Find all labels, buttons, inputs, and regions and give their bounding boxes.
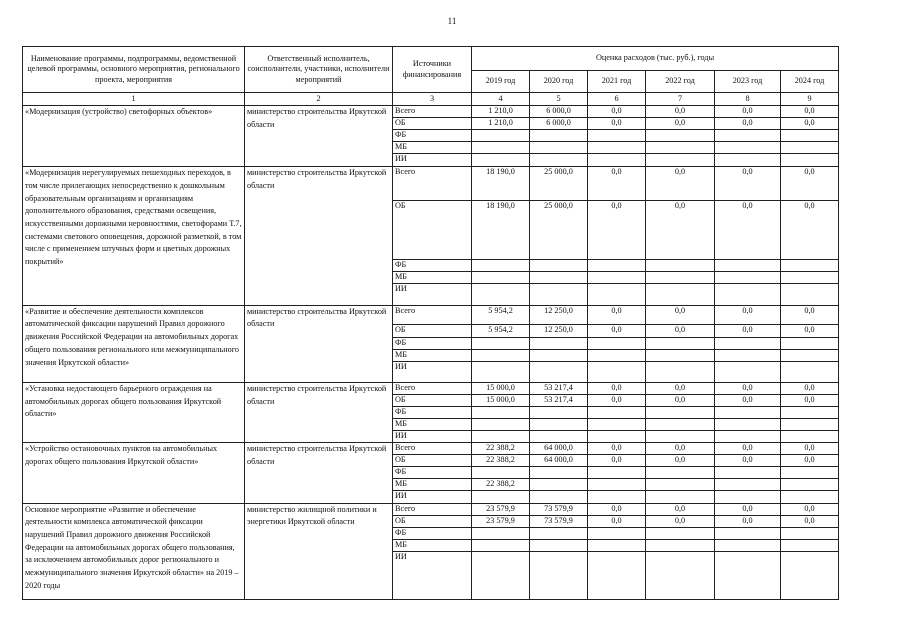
header-year: 2020 год	[530, 71, 588, 93]
cost-value: 53 217,4	[530, 395, 588, 407]
cost-value: 0,0	[646, 383, 715, 395]
cost-value: 0,0	[781, 443, 839, 455]
column-number: 9	[781, 93, 839, 106]
cost-value	[530, 142, 588, 154]
cost-value: 73 579,9	[530, 503, 588, 515]
cost-value	[472, 419, 530, 431]
column-number: 2	[245, 93, 393, 106]
cost-value: 0,0	[715, 305, 781, 324]
budget-row	[23, 305, 839, 324]
cost-value	[646, 431, 715, 443]
cost-value	[588, 431, 646, 443]
funding-source: ИИ	[393, 551, 472, 599]
cost-value	[715, 337, 781, 349]
cost-value: 23 579,9	[472, 503, 530, 515]
cost-value: 0,0	[781, 455, 839, 467]
cost-value	[530, 431, 588, 443]
cost-value: 64 000,0	[530, 455, 588, 467]
cost-value: 22 388,2	[472, 455, 530, 467]
cost-value: 6 000,0	[530, 106, 588, 118]
cost-value: 0,0	[646, 118, 715, 130]
cost-value: 15 000,0	[472, 395, 530, 407]
cost-value	[646, 337, 715, 349]
funding-source: ФБ	[393, 130, 472, 142]
funding-source: ФБ	[393, 527, 472, 539]
column-number: 5	[530, 93, 588, 106]
cost-value	[715, 130, 781, 142]
cost-value: 1 210,0	[472, 118, 530, 130]
cost-value	[781, 539, 839, 551]
cost-value	[646, 154, 715, 167]
cost-value: 0,0	[588, 515, 646, 527]
cost-value: 0,0	[781, 503, 839, 515]
cost-value	[472, 349, 530, 361]
cost-value	[646, 467, 715, 479]
cost-value: 0,0	[715, 383, 781, 395]
cost-value	[472, 361, 530, 382]
cost-value: 25 000,0	[530, 167, 588, 201]
header-year: 2019 год	[472, 71, 530, 93]
cost-value: 18 190,0	[472, 201, 530, 259]
cost-value	[588, 479, 646, 491]
cost-value	[646, 479, 715, 491]
executor: министерство строительства Иркутской области	[245, 443, 393, 503]
cost-value	[472, 271, 530, 283]
cost-value	[530, 419, 588, 431]
cost-value: 22 388,2	[472, 479, 530, 491]
cost-value: 0,0	[646, 515, 715, 527]
cost-value	[781, 361, 839, 382]
cost-value	[781, 407, 839, 419]
funding-source: МБ	[393, 349, 472, 361]
cost-value	[472, 467, 530, 479]
funding-source: ФБ	[393, 467, 472, 479]
cost-value	[472, 491, 530, 503]
cost-value	[530, 539, 588, 551]
funding-source: Всего	[393, 106, 472, 118]
funding-source: МБ	[393, 539, 472, 551]
measure-name: Основное мероприятие «Развитие и обеспечение деятельности комплекса автоматической фиксации нарушений Правил дорожного движения Российской Федерации на автомобильных дорогах общего пользования, за исключением автомобильных дорог регионального и межмуниципального значения Иркутской области» на 2019 – 2020 годы	[23, 503, 245, 599]
cost-value	[588, 130, 646, 142]
cost-value	[588, 283, 646, 305]
cost-value: 23 579,9	[472, 515, 530, 527]
cost-value	[646, 407, 715, 419]
cost-value	[530, 491, 588, 503]
cost-value: 0,0	[588, 395, 646, 407]
funding-source: Всего	[393, 503, 472, 515]
funding-source: ОБ	[393, 201, 472, 259]
cost-value: 18 190,0	[472, 167, 530, 201]
cost-value: 12 250,0	[530, 324, 588, 337]
cost-value	[530, 154, 588, 167]
cost-value	[781, 337, 839, 349]
cost-value: 0,0	[646, 201, 715, 259]
funding-source: МБ	[393, 271, 472, 283]
cost-value	[715, 431, 781, 443]
executor: министерство жилищной политики и энергетики Иркутской области	[245, 503, 393, 599]
column-number: 1	[23, 93, 245, 106]
cost-value: 0,0	[781, 324, 839, 337]
cost-value	[715, 283, 781, 305]
budget-row	[23, 167, 839, 201]
cost-value: 6 000,0	[530, 118, 588, 130]
measure-name: «Модернизация нерегулируемых пешеходных переходов, в том числе прилегающих непосредственно к дошкольным образовательным организациям и организациям дополнительного образования, средствами освещения, искусственными дорожными неровностями, светофорами Т.7, системами светового оповещения, дорожной разметкой, в том числе с применением штучных форм и цветных дорожных покрытий»	[23, 167, 245, 306]
cost-value	[646, 349, 715, 361]
cost-value	[588, 259, 646, 271]
cost-value	[646, 142, 715, 154]
cost-value: 0,0	[715, 201, 781, 259]
cost-value	[588, 527, 646, 539]
cost-value	[588, 467, 646, 479]
funding-source: ФБ	[393, 337, 472, 349]
cost-value	[472, 527, 530, 539]
cost-value: 0,0	[781, 201, 839, 259]
cost-value	[715, 361, 781, 382]
page-number: 11	[447, 16, 457, 26]
funding-source: ИИ	[393, 154, 472, 167]
cost-value	[588, 407, 646, 419]
cost-value	[472, 407, 530, 419]
cost-value: 73 579,9	[530, 515, 588, 527]
cost-value	[715, 527, 781, 539]
cost-value	[715, 479, 781, 491]
budget-row	[23, 106, 839, 118]
cost-value	[530, 551, 588, 599]
cost-value	[646, 271, 715, 283]
cost-value: 0,0	[646, 324, 715, 337]
cost-value	[472, 130, 530, 142]
cost-value	[781, 491, 839, 503]
cost-value: 0,0	[715, 167, 781, 201]
cost-value: 0,0	[715, 443, 781, 455]
cost-value	[588, 551, 646, 599]
cost-value	[530, 479, 588, 491]
cost-value: 53 217,4	[530, 383, 588, 395]
cost-value	[715, 467, 781, 479]
funding-source: МБ	[393, 479, 472, 491]
budget-table	[22, 46, 839, 600]
cost-value	[646, 361, 715, 382]
cost-value	[781, 467, 839, 479]
cost-value: 0,0	[588, 118, 646, 130]
executor: министерство строительства Иркутской области	[245, 167, 393, 306]
cost-value: 0,0	[715, 118, 781, 130]
cost-value	[781, 259, 839, 271]
cost-value	[588, 142, 646, 154]
cost-value	[715, 154, 781, 167]
cost-value: 64 000,0	[530, 443, 588, 455]
budget-row	[23, 503, 839, 515]
cost-value: 0,0	[646, 106, 715, 118]
cost-value: 0,0	[588, 455, 646, 467]
cost-value	[781, 283, 839, 305]
cost-value: 0,0	[781, 167, 839, 201]
cost-value	[715, 259, 781, 271]
funding-source: ОБ	[393, 118, 472, 130]
cost-value: 0,0	[781, 383, 839, 395]
cost-value	[781, 349, 839, 361]
executor: министерство строительства Иркутской области	[245, 106, 393, 167]
cost-value	[588, 337, 646, 349]
funding-source: ОБ	[393, 324, 472, 337]
cost-value: 0,0	[781, 395, 839, 407]
cost-value: 0,0	[781, 106, 839, 118]
cost-value	[472, 539, 530, 551]
cost-value	[715, 142, 781, 154]
cost-value	[530, 361, 588, 382]
column-number: 4	[472, 93, 530, 106]
header-cost: Оценка расходов (тыс. руб.), годы	[472, 47, 839, 71]
cost-value	[781, 271, 839, 283]
cost-value: 0,0	[715, 106, 781, 118]
cost-value	[588, 271, 646, 283]
funding-source: ИИ	[393, 431, 472, 443]
executor: министерство строительства Иркутской области	[245, 305, 393, 382]
cost-value	[646, 283, 715, 305]
funding-source: ОБ	[393, 395, 472, 407]
header-year: 2021 год	[588, 71, 646, 93]
cost-value	[781, 142, 839, 154]
cost-value: 0,0	[588, 383, 646, 395]
cost-value	[588, 419, 646, 431]
cost-value	[530, 271, 588, 283]
cost-value	[646, 491, 715, 503]
funding-source: ИИ	[393, 491, 472, 503]
cost-value: 0,0	[588, 305, 646, 324]
cost-value	[646, 551, 715, 599]
cost-value: 0,0	[588, 106, 646, 118]
cost-value	[781, 431, 839, 443]
cost-value: 0,0	[715, 455, 781, 467]
cost-value: 0,0	[715, 395, 781, 407]
cost-value: 5 954,2	[472, 324, 530, 337]
column-number: 7	[646, 93, 715, 106]
measure-name: «Установка недостающего барьерного ограждения на автомобильных дорогах общего пользования Иркутской области»	[23, 383, 245, 443]
cost-value	[472, 142, 530, 154]
cost-value	[530, 130, 588, 142]
cost-value	[781, 479, 839, 491]
cost-value: 0,0	[646, 395, 715, 407]
cost-value	[472, 431, 530, 443]
cost-value	[472, 283, 530, 305]
funding-source: Всего	[393, 167, 472, 201]
cost-value: 12 250,0	[530, 305, 588, 324]
funding-source: ИИ	[393, 283, 472, 305]
cost-value: 1 210,0	[472, 106, 530, 118]
cost-value: 0,0	[588, 503, 646, 515]
cost-value	[646, 259, 715, 271]
funding-source: Всего	[393, 443, 472, 455]
funding-source: Всего	[393, 383, 472, 395]
cost-value: 0,0	[588, 167, 646, 201]
cost-value	[530, 337, 588, 349]
column-number: 6	[588, 93, 646, 106]
cost-value	[646, 419, 715, 431]
cost-value	[472, 154, 530, 167]
header-executor: Ответственный исполнитель, соисполнители, участники, исполнители мероприятий	[245, 47, 393, 93]
cost-value	[530, 407, 588, 419]
funding-source: ОБ	[393, 515, 472, 527]
cost-value	[781, 154, 839, 167]
cost-value	[588, 491, 646, 503]
funding-source: ОБ	[393, 455, 472, 467]
column-number: 8	[715, 93, 781, 106]
cost-value: 25 000,0	[530, 201, 588, 259]
cost-value: 0,0	[646, 305, 715, 324]
funding-source: МБ	[393, 142, 472, 154]
measure-name: «Модернизация (устройство) светофорных объектов»	[23, 106, 245, 167]
funding-source: ФБ	[393, 259, 472, 271]
cost-value	[781, 551, 839, 599]
cost-value	[781, 419, 839, 431]
cost-value: 0,0	[646, 167, 715, 201]
cost-value: 0,0	[781, 305, 839, 324]
cost-value: 0,0	[646, 455, 715, 467]
header-source: Источники финансирования	[393, 47, 472, 93]
header-year: 2022 год	[646, 71, 715, 93]
cost-value	[588, 349, 646, 361]
measure-name: «Развитие и обеспечение деятельности комплексов автоматической фиксации нарушений Правил дорожного движения Российской Федерации на автомобильных дорогах общего пользования регионального или межмуниципального значения Иркутской области»	[23, 305, 245, 382]
cost-value: 0,0	[781, 118, 839, 130]
cost-value: 0,0	[588, 324, 646, 337]
cost-value	[588, 154, 646, 167]
cost-value: 0,0	[646, 443, 715, 455]
cost-value: 5 954,2	[472, 305, 530, 324]
cost-value: 0,0	[715, 503, 781, 515]
cost-value: 0,0	[781, 515, 839, 527]
budget-row	[23, 443, 839, 455]
cost-value	[646, 130, 715, 142]
cost-value	[715, 539, 781, 551]
cost-value: 0,0	[588, 201, 646, 259]
cost-value: 0,0	[715, 324, 781, 337]
cost-value	[715, 491, 781, 503]
budget-row	[23, 383, 839, 395]
funding-source: Всего	[393, 305, 472, 324]
measure-name: «Устройство остановочных пунктов на автомобильных дорогах общего пользования Иркутской области»	[23, 443, 245, 503]
cost-value	[588, 539, 646, 551]
cost-value	[715, 407, 781, 419]
cost-value	[715, 349, 781, 361]
cost-value	[530, 259, 588, 271]
cost-value	[646, 527, 715, 539]
cost-value	[781, 527, 839, 539]
cost-value	[715, 271, 781, 283]
cost-value	[646, 539, 715, 551]
cost-value	[530, 467, 588, 479]
cost-value	[781, 130, 839, 142]
cost-value	[530, 527, 588, 539]
cost-value	[715, 419, 781, 431]
cost-value: 22 388,2	[472, 443, 530, 455]
funding-source: ИИ	[393, 361, 472, 382]
cost-value	[715, 551, 781, 599]
cost-value	[472, 337, 530, 349]
cost-value	[530, 283, 588, 305]
header-year: 2023 год	[715, 71, 781, 93]
cost-value	[588, 361, 646, 382]
cost-value: 0,0	[646, 503, 715, 515]
cost-value	[472, 259, 530, 271]
header-program: Наименование программы, подпрограммы, ведомственной целевой программы, основного мероприятия, регионального проекта, мероприятия	[23, 47, 245, 93]
cost-value	[472, 551, 530, 599]
funding-source: ФБ	[393, 407, 472, 419]
cost-value: 0,0	[715, 515, 781, 527]
funding-source: МБ	[393, 419, 472, 431]
executor: министерство строительства Иркутской области	[245, 383, 393, 443]
cost-value: 0,0	[588, 443, 646, 455]
budget-body	[23, 106, 839, 600]
column-number: 3	[393, 93, 472, 106]
header-year: 2024 год	[781, 71, 839, 93]
cost-value: 15 000,0	[472, 383, 530, 395]
cost-value	[530, 349, 588, 361]
